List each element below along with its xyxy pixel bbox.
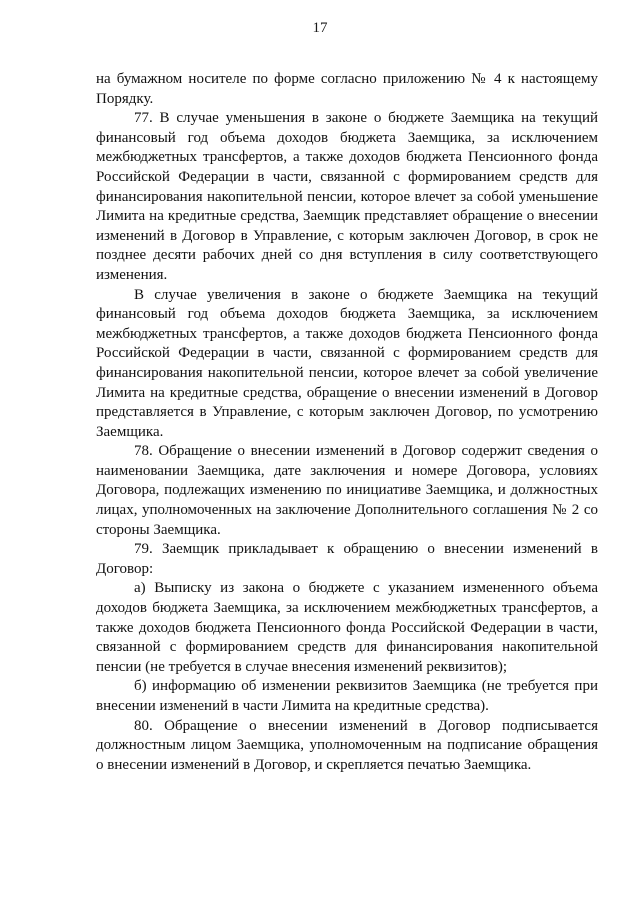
page-number: 17 [312, 20, 328, 36]
paragraph-77-increase: В случае увеличения в законе о бюджете Заемщика на текущий финансовый год объема доходов бюджета Заемщика, за исключением межбюджетных трансфертов, а также доходов бюджета Пенсионного фонда Российской Федерации в части, связанной с формированием средств для финансирования накопительной пенсии, которое влечет за собой увеличение Лимита на кредитные средства, обращение о внесении изменений в Договор представляется в Управление, с которым заключен Договор, по усмотрению Заемщика. [96, 286, 598, 440]
paragraph-79-a: а) Выписку из закона о бюджете с указанием измененного объема доходов бюджета Заемщика, за исключением межбюджетных трансфертов, а также доходов бюджета Пенсионного фонда Российской Федерации в части, связанной с формированием средств для финансирования накопительной пенсии (не требуется в случае внесения изменений реквизитов); [96, 580, 598, 675]
document-body [96, 70, 598, 775]
paragraph-77: 77. В случае уменьшения в законе о бюджете Заемщика на текущий финансовый год объема доходов бюджета Заемщика, за исключением межбюджетных трансфертов, а также доходов бюджета Пенсионного фонда Российской Федерации в части, связанной с формированием средств для финансирования накопительной пенсии, которое влечет за собой уменьшение Лимита на кредитные средства, Заемщик представляет обращение о внесении изменений в Договор в Управление, с которым заключен Договор, в срок не позднее десяти рабочих дней со дня вступления в силу соответствующего изменения. [96, 110, 598, 283]
paragraph-79: 79. Заемщик прикладывает к обращению о внесении изменений в Договор: [96, 541, 598, 577]
paragraph-78: 78. Обращение о внесении изменений в Договор содержит сведения о наименовании Заемщика, дате заключения и номере Договора, условиях Договора, подлежащих изменению по инициативе Заемщика, и должностных лицах, уполномоченных на заключение Дополнительного соглашения № 2 со стороны Заемщика. [96, 443, 598, 538]
paragraph-continuation: на бумажном носителе по форме согласно приложению № 4 к настоящему Порядку. [96, 71, 598, 107]
paragraph-80: 80. Обращение о внесении изменений в Договор подписывается должностным лицом Заемщика, уполномоченным на подписание обращения о внесении изменений в Договор, и скрепляется печатью Заемщика. [96, 717, 598, 773]
paragraph-79-b: б) информацию об изменении реквизитов Заемщика (не требуется при внесении изменений в части Лимита на кредитные средства). [96, 678, 598, 714]
